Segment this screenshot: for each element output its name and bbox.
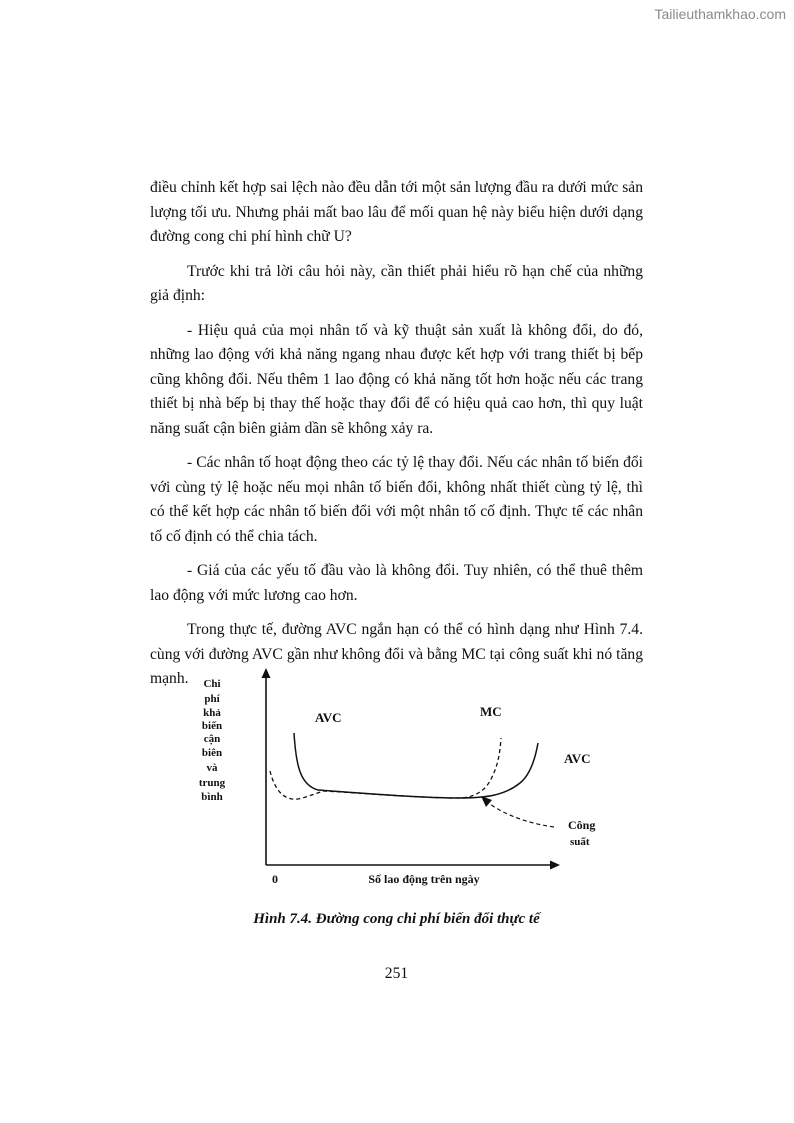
y-axis-label-line: biên <box>201 747 223 759</box>
y-axis-label-line: phí <box>204 693 220 705</box>
y-axis-label-line: biến <box>201 720 223 732</box>
body-text <box>150 176 643 702</box>
capacity-label-line: Công <box>568 818 596 832</box>
paragraph: điều chỉnh kết hợp sai lệch nào đều dẫn tới một sản lượng đầu ra dưới mức sản lượng tối ưu. Nhưng phải mất bao lâu để mối quan hệ này biểu hiện dưới dạng đường cong chi phí hình chữ U? <box>150 179 643 245</box>
y-axis-label-line: Chi <box>203 678 221 690</box>
avc-label-right: AVC <box>564 751 591 766</box>
capacity-arrowhead <box>481 796 492 807</box>
y-axis-label-line: trung <box>198 777 226 789</box>
origin-label: 0 <box>272 872 278 886</box>
watermark: Tailieuthamkhao.com <box>654 6 786 22</box>
y-axis-label-line: cận <box>203 733 221 745</box>
paragraph: - Hiệu quả của mọi nhân tố và kỹ thuật sản xuất là không đổi, do đó, những lao động với khả năng ngang nhau được kết hợp với trang thiết bị bếp cũng không đổi. Nếu thêm 1 lao động có khả năng tốt hơn hoặc nếu các trang thiết bị nhà bếp bị thay thế hoặc thay đổi để có hiệu quả cao hơn, thì quy luật năng suất cận biên giảm dần sẽ không xảy ra. <box>150 321 643 437</box>
paragraph: - Các nhân tố hoạt động theo các tỷ lệ thay đổi. Nếu các nhân tố biến đổi với cùng tỷ lệ hoặc nếu mọi nhân tố biến đổi, không nhất thiết cùng tỷ lệ, thì có thể kết hợp các nhân tố biến đổi với một nhân tố cố định. Thực tế các nhân tố cố định có thể chia tách. <box>150 454 643 545</box>
avc-label-left: AVC <box>315 710 342 725</box>
page-number: 251 <box>384 965 409 982</box>
y-axis-label-line: bình <box>201 791 223 803</box>
paragraph: Trong thực tế, đường AVC ngắn hạn có thể có hình dạng như Hình 7.4. cùng với đường AVC gần như không đổi và bằng MC tại công suất khi nó tăng mạnh. <box>150 621 643 687</box>
capacity-label-line: suất <box>570 836 590 848</box>
capacity-pointer <box>485 800 554 827</box>
cost-curve-figure <box>190 665 610 895</box>
avc-curve <box>294 733 538 798</box>
axes <box>262 668 561 870</box>
y-axis-label-line: khả <box>203 707 221 719</box>
mc-label: MC <box>480 704 502 719</box>
x-axis-label: Số lao động trên ngày <box>368 872 480 886</box>
y-axis-label-line: và <box>206 762 218 774</box>
paragraph: - Giá của các yếu tố đầu vào là không đổi. Tuy nhiên, có thể thuê thêm lao động với mức lương cao hơn. <box>150 562 643 604</box>
mc-curve <box>270 738 501 799</box>
figure-caption: Hình 7.4. Đường cong chi phí biến đổi thực tế <box>253 911 540 927</box>
paragraph: Trước khi trả lời câu hỏi này, cần thiết phải hiểu rõ hạn chế của những giả định: <box>150 262 643 304</box>
